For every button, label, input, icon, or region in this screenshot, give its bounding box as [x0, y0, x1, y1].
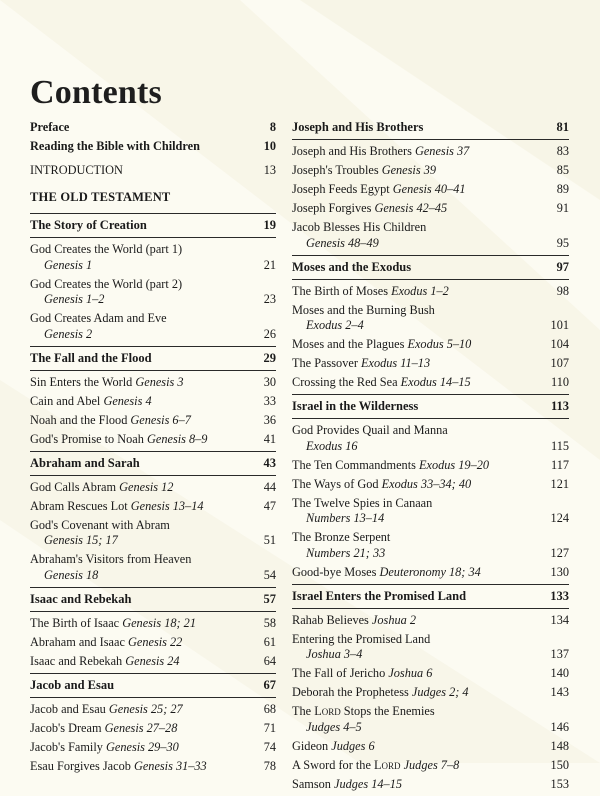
toc-entry[interactable] [292, 632, 569, 663]
section-page-number: 43 [263, 455, 276, 470]
scripture-reference: Genesis 13–14 [130, 498, 204, 513]
entry-title [292, 284, 545, 300]
section-heading[interactable] [292, 589, 569, 605]
entry-title [30, 654, 252, 670]
section-page-number: 29 [263, 350, 276, 365]
page-number: 124 [550, 511, 569, 525]
entry-title-text: God Creates the World (part 1) [30, 242, 183, 256]
scripture-reference: Judges 4–5 [306, 719, 362, 734]
section-heading[interactable] [30, 678, 276, 694]
small-caps-lord: Lord [373, 757, 401, 772]
entry-title-text: Jacob's Family [30, 739, 103, 754]
page-number: 74 [263, 739, 276, 754]
page-number: 13 [263, 162, 276, 177]
toc-entry[interactable] [30, 394, 276, 410]
scripture-reference: Judges 7–8 [403, 757, 460, 772]
scripture-reference: Genesis 31–33 [133, 758, 207, 773]
section-heading-rule [30, 475, 276, 476]
entry-title-text: The Fall of Jericho [292, 666, 386, 680]
section-page-number: 133 [550, 588, 569, 603]
page-number: 44 [263, 479, 276, 494]
entry-title [30, 759, 252, 775]
entry-title-text: God Creates Adam and Eve [30, 311, 167, 325]
toc-entry[interactable] [292, 303, 569, 334]
scripture-reference: Genesis 27–28 [104, 720, 178, 735]
section-title: Moses and the Exodus [292, 259, 412, 274]
section-divider [30, 213, 276, 214]
entry-title [292, 375, 545, 391]
entry-title [292, 704, 545, 735]
entry-title-text: The Ten Commandments [292, 457, 416, 472]
entry-title-text: The Twelve Spies in Canaan [292, 495, 433, 510]
contents-right-column [292, 120, 569, 796]
toc-entry[interactable] [292, 685, 569, 701]
page-number: 110 [551, 375, 569, 389]
toc-entry[interactable] [30, 654, 276, 670]
page-number: 83 [556, 144, 569, 158]
entry-title [292, 458, 545, 474]
section-page-number: 57 [263, 591, 276, 606]
entry-title [292, 356, 545, 372]
section-heading-rule [292, 139, 569, 140]
entry-title-text: God's Promise to Noah [30, 431, 144, 446]
toc-entry[interactable] [30, 432, 276, 448]
scripture-reference: Genesis 3 [135, 374, 184, 389]
page-number: 91 [556, 201, 569, 215]
scripture-reference: Genesis 2 [44, 326, 93, 341]
entry-title-text: Joseph and His Brothers [292, 144, 412, 158]
toc-entry[interactable] [292, 777, 569, 793]
section-title: Isaac and Rebekah [30, 591, 132, 606]
toc-entry[interactable] [30, 518, 276, 549]
section-title: Joseph and His Brothers [292, 120, 424, 134]
page-number: 140 [550, 666, 569, 680]
section-divider [30, 346, 276, 347]
section-page-number: 19 [263, 218, 276, 232]
scripture-reference: Exodus 14–15 [400, 375, 471, 389]
entry-title [292, 337, 545, 353]
entry-title-text: Abraham and Isaac [30, 634, 125, 649]
entry-title-text: Moses and the Burning Bush [292, 302, 435, 317]
entry-title [292, 777, 545, 793]
entry-title [292, 163, 545, 179]
toc-entry[interactable] [292, 496, 569, 527]
section-title: Abraham and Sarah [30, 455, 140, 470]
toc-entry[interactable] [292, 565, 569, 581]
scripture-reference: Joshua 3–4 [306, 647, 363, 661]
toc-entry[interactable] [30, 721, 276, 737]
entry-title-text: Deborah the Prophetess [292, 685, 409, 699]
entry-title-text: Good-bye Moses [292, 564, 377, 579]
entry-title [292, 496, 545, 527]
toc-entry[interactable] [292, 182, 569, 198]
entry-title [30, 616, 252, 632]
scripture-reference: Genesis 24 [125, 653, 180, 668]
page-number: 98 [556, 283, 569, 298]
toc-entry[interactable] [30, 702, 276, 718]
entry-title-text: God Calls Abram [30, 479, 117, 494]
page-number: 134 [550, 612, 569, 627]
toc-entry[interactable] [292, 758, 569, 774]
section-divider [30, 673, 276, 674]
entry-title [30, 552, 252, 583]
toc-entry[interactable] [30, 635, 276, 651]
scripture-reference: Exodus 16 [306, 438, 358, 453]
toc-entry[interactable] [292, 284, 569, 300]
page-number: 51 [263, 533, 276, 547]
page-number: 68 [263, 701, 276, 716]
entry-title [30, 518, 252, 549]
section-page-number: 113 [550, 399, 569, 413]
toc-entry[interactable] [292, 337, 569, 353]
entry-title-text: God's Covenant with Abram [30, 517, 170, 532]
entry-title-text: Crossing the Red Sea [292, 375, 398, 389]
contents-left-column [30, 120, 276, 778]
entry-title [30, 499, 252, 515]
toc-entry[interactable] [30, 552, 276, 583]
entry-title [292, 182, 545, 198]
entry-title [30, 740, 252, 756]
toc-entry[interactable] [30, 413, 276, 429]
entry-title [30, 480, 252, 496]
scripture-reference: Judges 6 [331, 738, 375, 753]
entry-title [30, 375, 252, 391]
scripture-reference: Exodus 33–34; 40 [381, 476, 472, 491]
front-title: Reading the Bible with Children [30, 139, 200, 153]
toc-front-matter[interactable] [30, 120, 276, 136]
scripture-reference: Genesis 15; 17 [44, 533, 118, 547]
section-title: Israel in the Wilderness [292, 399, 419, 413]
entry-title [292, 565, 545, 581]
entry-title-text: Sin Enters the World [30, 374, 133, 389]
scripture-reference: Judges 14–15 [334, 776, 402, 791]
scripture-reference: Genesis 42–45 [374, 201, 448, 215]
toc-entry[interactable] [292, 477, 569, 493]
toc-entry[interactable] [292, 530, 569, 561]
page-number: 71 [263, 720, 276, 735]
entry-title [292, 739, 545, 755]
scripture-reference: Genesis 1 [44, 257, 93, 272]
page-number: 148 [550, 738, 569, 753]
front-title: Preface [30, 120, 70, 134]
toc-entry[interactable] [292, 144, 569, 160]
scripture-reference: Exodus 1–2 [391, 283, 449, 298]
scripture-reference: Genesis 37 [414, 144, 470, 158]
entry-title-text: Entering the Promised Land [292, 631, 431, 646]
entry-title-text: Abraham's Visitors from Heaven [30, 552, 192, 566]
scripture-reference: Genesis 40–41 [392, 182, 466, 196]
toc-introduction[interactable] [30, 163, 276, 179]
entry-title-text: Cain and Abel [30, 393, 101, 408]
page-number: 85 [556, 163, 569, 177]
section-page-number: 67 [263, 677, 276, 692]
page-number: 61 [263, 634, 276, 649]
section-heading-rule [292, 279, 569, 280]
page-number: 54 [263, 567, 276, 582]
page-number: 95 [556, 235, 569, 250]
section-heading-rule [30, 370, 276, 371]
page-number: 121 [550, 476, 569, 491]
section-divider [30, 587, 276, 588]
scripture-reference: Deuteronomy 18; 34 [379, 564, 481, 579]
toc-front-matter[interactable] [30, 139, 276, 155]
entry-title-text: Joseph Forgives [292, 201, 372, 215]
section-heading[interactable] [30, 456, 276, 472]
toc-entry[interactable] [292, 163, 569, 179]
entry-title-text: God Creates the World (part 2) [30, 276, 183, 291]
section-divider [292, 584, 569, 585]
entry-title [30, 432, 252, 448]
scripture-reference: Genesis 6–7 [130, 412, 191, 427]
toc-entry[interactable] [292, 423, 569, 454]
entry-title [292, 220, 545, 251]
page-number: 115 [551, 438, 569, 453]
scripture-reference: Genesis 4 [103, 393, 152, 408]
page-number: 127 [550, 545, 569, 560]
section-divider [292, 394, 569, 395]
entry-title-text: Jacob and Esau [30, 701, 106, 716]
page-number: 107 [550, 356, 569, 370]
page-number: 21 [263, 257, 276, 272]
entry-title [30, 721, 252, 737]
entry-title-text: Joseph Feeds Egypt [292, 182, 390, 196]
entry-title-text: The Bronze Serpent [292, 530, 391, 544]
entry-title [292, 666, 545, 682]
toc-entry[interactable] [30, 499, 276, 515]
entry-title-text: Noah and the Flood [30, 412, 128, 427]
section-heading-rule [30, 697, 276, 698]
page-number: 146 [550, 719, 569, 734]
section-heading[interactable] [30, 351, 276, 367]
toc-entry[interactable] [292, 220, 569, 251]
entry-title [292, 303, 545, 334]
entry-title [30, 635, 252, 651]
section-heading[interactable] [292, 399, 569, 415]
scripture-reference: Numbers 13–14 [306, 511, 385, 525]
entry-title-text: Abram Rescues Lot [30, 498, 128, 513]
section-heading[interactable] [30, 218, 276, 234]
toc-entry[interactable] [30, 375, 276, 391]
page-number: 10 [263, 139, 276, 153]
page-number: 41 [263, 431, 276, 446]
page-number: 137 [550, 647, 569, 661]
section-title: Israel Enters the Promised Land [292, 588, 467, 603]
entry-title-text: Joseph's Troubles [292, 163, 379, 177]
entry-title-text: The Lord Stops the Enemies [292, 704, 435, 718]
section-heading-rule [292, 608, 569, 609]
page-number: 30 [263, 374, 276, 389]
section-title: Jacob and Esau [30, 677, 115, 692]
scripture-reference: Genesis 25; 27 [108, 701, 183, 716]
scripture-reference: Judges 2; 4 [411, 685, 469, 699]
scripture-reference: Genesis 22 [128, 634, 183, 649]
scripture-reference: Exodus 5–10 [407, 337, 472, 351]
entry-title [292, 477, 545, 493]
page-number: 58 [263, 615, 276, 630]
toc-entry[interactable] [30, 480, 276, 496]
entry-title [30, 702, 252, 718]
entry-title [30, 311, 252, 342]
entry-title [30, 394, 252, 410]
scripture-reference: Genesis 8–9 [147, 431, 208, 446]
scripture-reference: Genesis 39 [381, 163, 436, 177]
entry-title [292, 613, 545, 629]
toc-entry[interactable] [292, 375, 569, 391]
scripture-reference: Exodus 11–13 [361, 356, 431, 370]
page-number: 130 [550, 564, 569, 579]
entry-title [292, 530, 545, 561]
page-number: 78 [263, 758, 276, 773]
page-number: 8 [269, 120, 276, 134]
entry-title-text: The Birth of Moses [292, 283, 388, 298]
small-caps-lord: Lord [314, 704, 341, 718]
page-number: 23 [263, 292, 276, 306]
page-number: 117 [551, 457, 569, 472]
entry-title [292, 201, 545, 217]
section-divider [292, 255, 569, 256]
entry-title [292, 632, 545, 663]
entry-title-text: The Passover [292, 356, 358, 370]
toc-entry[interactable] [292, 704, 569, 735]
toc-entry[interactable] [30, 311, 276, 342]
scripture-reference: Genesis 12 [119, 479, 174, 494]
page-number: 104 [550, 337, 569, 351]
entry-title-text: Jacob Blesses His Children [292, 220, 427, 234]
entry-title-text: The Birth of Isaac [30, 615, 120, 630]
entry-title [292, 758, 545, 774]
entry-title [292, 423, 545, 454]
toc-entry[interactable] [292, 739, 569, 755]
toc-entry[interactable] [292, 666, 569, 682]
entry-title [30, 242, 252, 273]
page-number: 26 [263, 326, 276, 341]
scripture-reference: Joshua 6 [388, 666, 433, 680]
toc-entry[interactable] [292, 356, 569, 372]
scripture-reference: Genesis 48–49 [306, 235, 379, 250]
page-number: 101 [550, 318, 569, 332]
old-testament-heading: THE OLD TESTAMENT [30, 190, 171, 204]
entry-title [292, 685, 545, 701]
toc-entry[interactable] [292, 458, 569, 474]
section-heading[interactable] [30, 592, 276, 608]
entry-title [30, 413, 252, 429]
front-title: INTRODUCTION [30, 162, 123, 177]
toc-entry[interactable] [30, 242, 276, 273]
entry-title-text: Isaac and Rebekah [30, 653, 123, 668]
section-heading-rule [30, 237, 276, 238]
scripture-reference: Numbers 21; 33 [306, 545, 386, 560]
toc-entry[interactable] [292, 201, 569, 217]
page-number: 150 [550, 757, 569, 772]
scripture-reference: Genesis 18 [44, 567, 99, 582]
entry-title-text: Moses and the Plagues [292, 337, 405, 351]
toc-entry[interactable] [30, 740, 276, 756]
section-heading[interactable] [292, 120, 569, 136]
entry-title [292, 144, 545, 160]
entry-title-text: The Ways of God [292, 476, 379, 491]
entry-title-text: Jacob's Dream [30, 720, 102, 735]
entry-title-text: Esau Forgives Jacob [30, 758, 131, 773]
page-number: 36 [263, 412, 276, 427]
page-number: 89 [556, 182, 569, 196]
entry-title-text: God Provides Quail and Manna [292, 423, 448, 437]
page-number: 33 [263, 393, 276, 408]
section-divider [30, 451, 276, 452]
page-number: 153 [550, 776, 569, 791]
entry-title-text: A Sword for the Lord [292, 757, 401, 772]
scripture-reference: Exodus 2–4 [306, 318, 364, 332]
scripture-reference: Joshua 2 [371, 612, 416, 627]
page-number: 47 [263, 498, 276, 513]
scripture-reference: Exodus 19–20 [419, 457, 490, 472]
section-page-number: 97 [556, 259, 569, 274]
entry-title-text: Rahab Believes [292, 612, 369, 627]
scripture-reference: Genesis 1–2 [44, 292, 105, 306]
toc-entry[interactable] [30, 616, 276, 632]
section-heading[interactable] [292, 260, 569, 276]
page-number: 143 [550, 685, 569, 699]
page-title: Contents [30, 74, 162, 111]
scripture-reference: Genesis 18; 21 [122, 615, 196, 630]
toc-entry[interactable] [30, 759, 276, 775]
entry-title-text: Samson [292, 776, 331, 791]
section-heading-rule [292, 418, 569, 419]
entry-title-text: Gideon [292, 738, 329, 753]
section-title: The Fall and the Flood [30, 350, 152, 365]
entry-title [30, 277, 252, 308]
section-title: The Story of Creation [30, 218, 147, 232]
section-page-number: 81 [556, 120, 569, 134]
toc-entry[interactable] [30, 277, 276, 308]
scripture-reference: Genesis 29–30 [106, 739, 179, 754]
page-number: 64 [263, 653, 276, 668]
section-heading-rule [30, 611, 276, 612]
toc-entry[interactable] [292, 613, 569, 629]
